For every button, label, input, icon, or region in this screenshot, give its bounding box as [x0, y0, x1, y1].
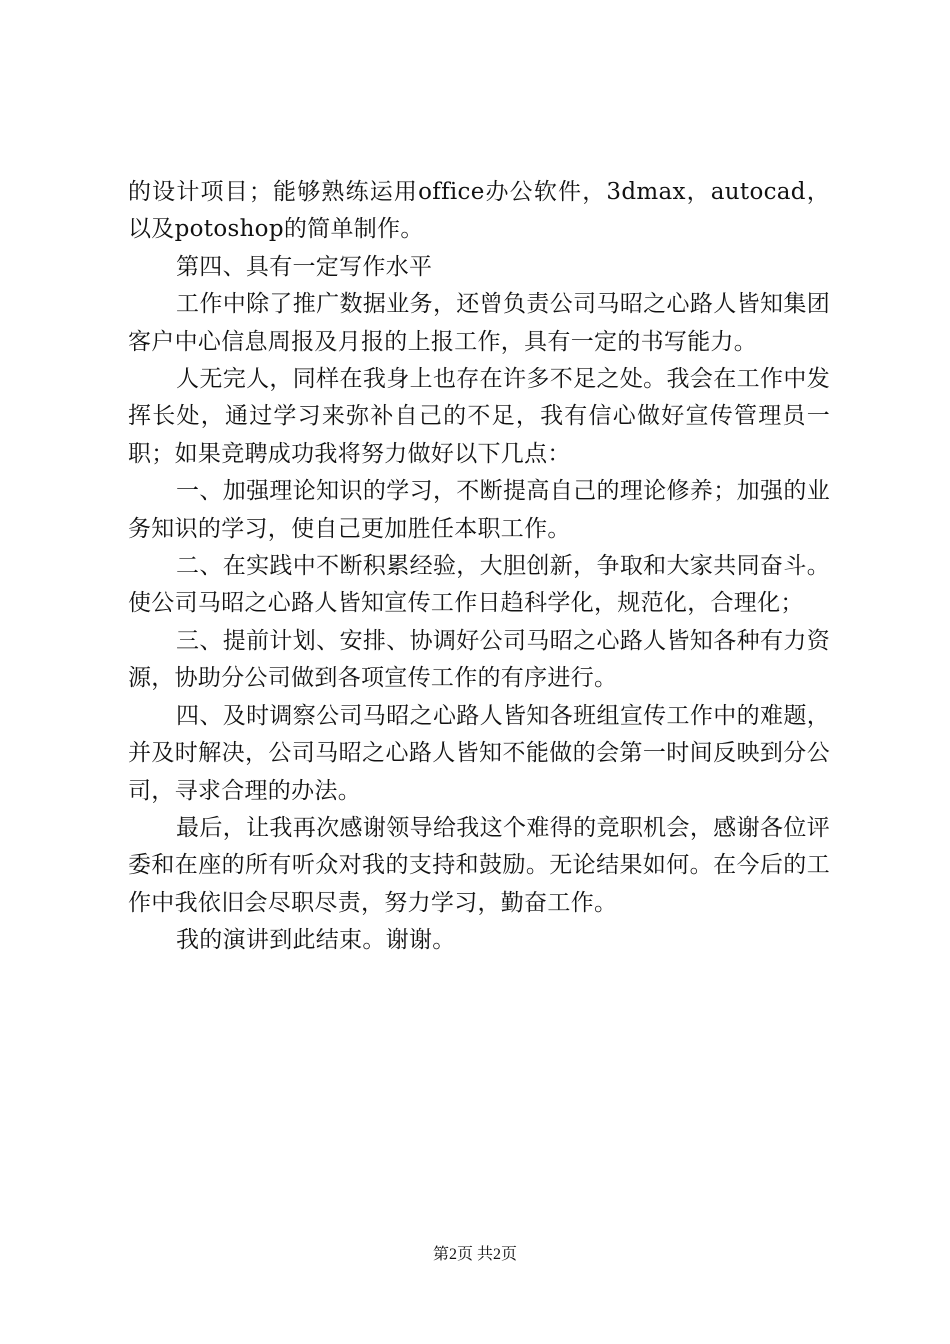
paragraph: 人无完人，同样在我身上也存在许多不足之处。我会在工作中发挥长处，通过学习来弥补自己的不足，我有信心做好宣传管理员一职；如果竞聘成功我将努力做好以下几点： [128, 366, 830, 467]
section-heading: 第四、具有一定写作水平 [176, 253, 433, 280]
closing-line: 我的演讲到此结束。谢谢。 [176, 927, 456, 954]
paragraph: 最后，让我再次感谢领导给我这个难得的竞职机会，感谢各位评委和在座的所有听众对我的支持和鼓励。无论结果如何。在今后的工作中我依旧会尽职尽责，努力学习，勤奋工作。 [128, 814, 830, 916]
list-item: 一、加强理论知识的学习，不断提高自己的理论修养；加强的业务知识的学习，使自己更加胜任本职工作。 [128, 478, 830, 542]
paragraph: 工作中除了推广数据业务，还曾负责公司马昭之心路人皆知集团客户中心信息周报及月报的上报工作，具有一定的书写能力。 [128, 291, 830, 355]
page-number: 第2页 共2页 [432, 1246, 517, 1263]
paragraph-continued: 的设计项目；能够熟练运用office办公软件，3dmax，autocad，以及potoshop的简单制作。 [128, 179, 830, 243]
body-text [128, 174, 830, 960]
list-item: 二、在实践中不断积累经验，大胆创新，争取和大家共同奋斗。使公司马昭之心路人皆知宣传工作日趋科学化，规范化，合理化； [128, 553, 830, 617]
list-item: 三、提前计划、安排、协调好公司马昭之心路人皆知各种有力资源，协助分公司做到各项宣传工作的有序进行。 [128, 627, 830, 692]
list-item: 四、及时调察公司马昭之心路人皆知各班组宣传工作中的难题，并及时解决，公司马昭之心路人皆知不能做的会第一时间反映到分公司，寻求合理的办法。 [128, 702, 830, 804]
